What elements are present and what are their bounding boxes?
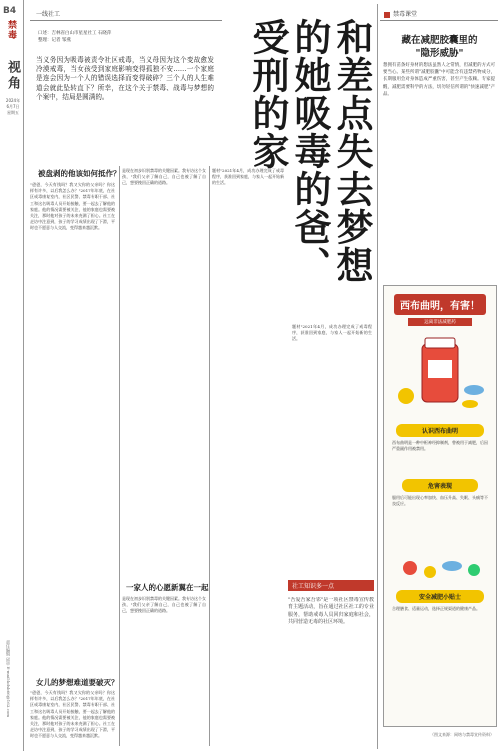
page-number: B4 — [3, 6, 17, 16]
poster-note-2: 服用后可能出现心率加快、血压升高、失眠、头痛等不良反应。 — [392, 495, 488, 506]
date-line: 6月7日 — [6, 104, 20, 109]
author-line: 整理：记者 邹燕 — [38, 38, 71, 43]
column-b-text: 是现在初步识别禁毒的关键因素。我专访这个女孩，"我们父亲了解自己，自己也被了解了自己，想要挽回正确的道路。 — [122, 168, 206, 186]
column-d-text: 题材"2021年4月，成功办理完成了戒毒程序，获准回到家庭，与家人一起开始新的生活。 — [292, 324, 372, 342]
pill-bottle-illustration-icon — [390, 330, 490, 418]
author-block — [38, 30, 218, 44]
main-headline: 和差点失去梦想的她吸毒的爸、受刑的家 — [246, 18, 373, 284]
story-lead: 当义务因为吸毒被责令社区戒毒，当义母因为这个变故愈发冷漠戒毒，当女孩受到家庭影响变得孤独不安……一个家庭是连会因为一个人的错误选择而变得破碎？三个人的人生难道会就此坠转直下？所幸，在这个关于禁毒、战毒与梦想的个案中，结局是圆满的。 — [36, 56, 214, 101]
page-category: 禁毒 — [6, 20, 16, 40]
tag-square-icon — [384, 12, 390, 18]
issue-date — [4, 98, 22, 116]
column-c-text: 题材"2021年4月，成功办理完成了戒毒程序，获准回到家庭，与家人一起开始新的生活。 — [212, 168, 284, 186]
sidebar-body: 想拥有苗条好身材的想法虽然人之常情，但减肥的方式可要当心。某些所谓"减肥胶囊"中可能含有违禁药物成分，长期服用会对身体造成严重伤害，甚至产生依赖。专家提醒，减肥需要科学的方法，切勿轻信所谓的"快速减肥"产品。 — [383, 63, 495, 97]
knowledge-box-title: 社工知识多一点 — [288, 580, 374, 591]
date-line: 星期五 — [7, 110, 19, 115]
date-line: 2024年 — [5, 98, 21, 103]
section-tag-label: 一线社工 — [36, 11, 61, 18]
poster-pill-label-1: 认识西布曲明 — [396, 424, 484, 437]
poster-illustration-1 — [390, 330, 490, 420]
sidebar-divider — [377, 4, 378, 749]
pills-scatter-icon — [390, 550, 490, 586]
poster-banner: 西布曲明，有害！ — [394, 294, 486, 315]
column-a-text: "爸爸，今天有钱吗？我又欠你的父亲吗？你这样有许多，以后我怎么办？"2017年年底，在社区戒毒康复室内，社区民警、禁毒专职干部、社工和这名吸毒人员开始接触，要一起去了解他的家庭。他的情况需要被关注，他的家庭也需要被关注，那时他对孩子的未来充满了担心。社工在走访中注意到，孩子的学习成绩出现了下滑，平时也不愿意与人交流，变得越来越沉默。 — [30, 182, 115, 231]
author-line: 口述：吉林省白山市星星社工 石晓萍 — [38, 31, 112, 36]
poster-credit: （图文来源：网络与禁毒宣传资料） — [430, 732, 494, 737]
subhead-3: 一家人的心愿新翼在一起 — [126, 583, 209, 592]
sidebar-title-line-1: 藏在减肥胶囊里的 — [401, 35, 478, 46]
poster-illustration-2 — [390, 550, 490, 588]
column-b-text-2: 是现在初步识别禁毒的关键因素。我专访这个女孩，"我们父亲了解自己，自己也被了解了自己，想要挽回正确的道路。 — [122, 596, 206, 614]
header-rule — [30, 20, 222, 21]
main-section-tag — [36, 9, 60, 18]
strip-divider — [23, 0, 24, 751]
sidebar-section-tag — [384, 9, 417, 18]
sidebar-title-line-2: "隐形威胁" — [415, 48, 464, 59]
poster-pill-label-3: 安全减肥小贴士 — [396, 590, 484, 603]
anti-drug-poster — [383, 285, 497, 727]
poster-note-1: 西布曲明是一种中枢神经抑制剂，曾被用于减肥，后因严重副作用被禁用。 — [392, 440, 488, 451]
sidebar-section-label: 禁毒课堂 — [393, 11, 418, 18]
poster-subtitle: 远离非法减肥药 — [408, 318, 472, 326]
column-name: 视角 — [5, 60, 20, 92]
subhead-1: 被盘剥的他该如何抵作？ — [38, 169, 121, 178]
knowledge-box — [288, 580, 374, 748]
poster-pill-label-2: 危害表现 — [402, 479, 478, 492]
knowledge-box-body: "吾爱吾家吾邻"是一项社区禁毒宣传教育主题活动，旨在通过社区社工的专业服务，帮助戒毒人员回归家庭和社会，共同营造无毒的社区环境。 — [288, 597, 374, 626]
editor-credit: 责任编辑 邱卓 E-mail:kdsb66@163.com — [6, 640, 11, 718]
sidebar-header-rule — [380, 20, 498, 21]
poster-note-3: 合理膳食、适量运动，选择正规渠道的健康产品。 — [392, 606, 480, 611]
column-a-text-2: "爸爸，今天有钱吗？我又欠你的父亲吗？你这样有许多，以后我怎么办？"2017年年底，在社区戒毒康复室内，社区民警、禁毒专职干部、社工和这名吸毒人员开始接触，要一起去了解他的家庭。他的情况需要被关注，他的家庭也需要被关注，那时他对孩子的未来充满了担心。社工在走访中注意到，孩子的学习成绩出现了下滑，平时也不愿意与人交流，变得越来越沉默。 — [30, 690, 115, 739]
subhead-2: 女儿的梦想难道要破灭？ — [36, 678, 119, 687]
